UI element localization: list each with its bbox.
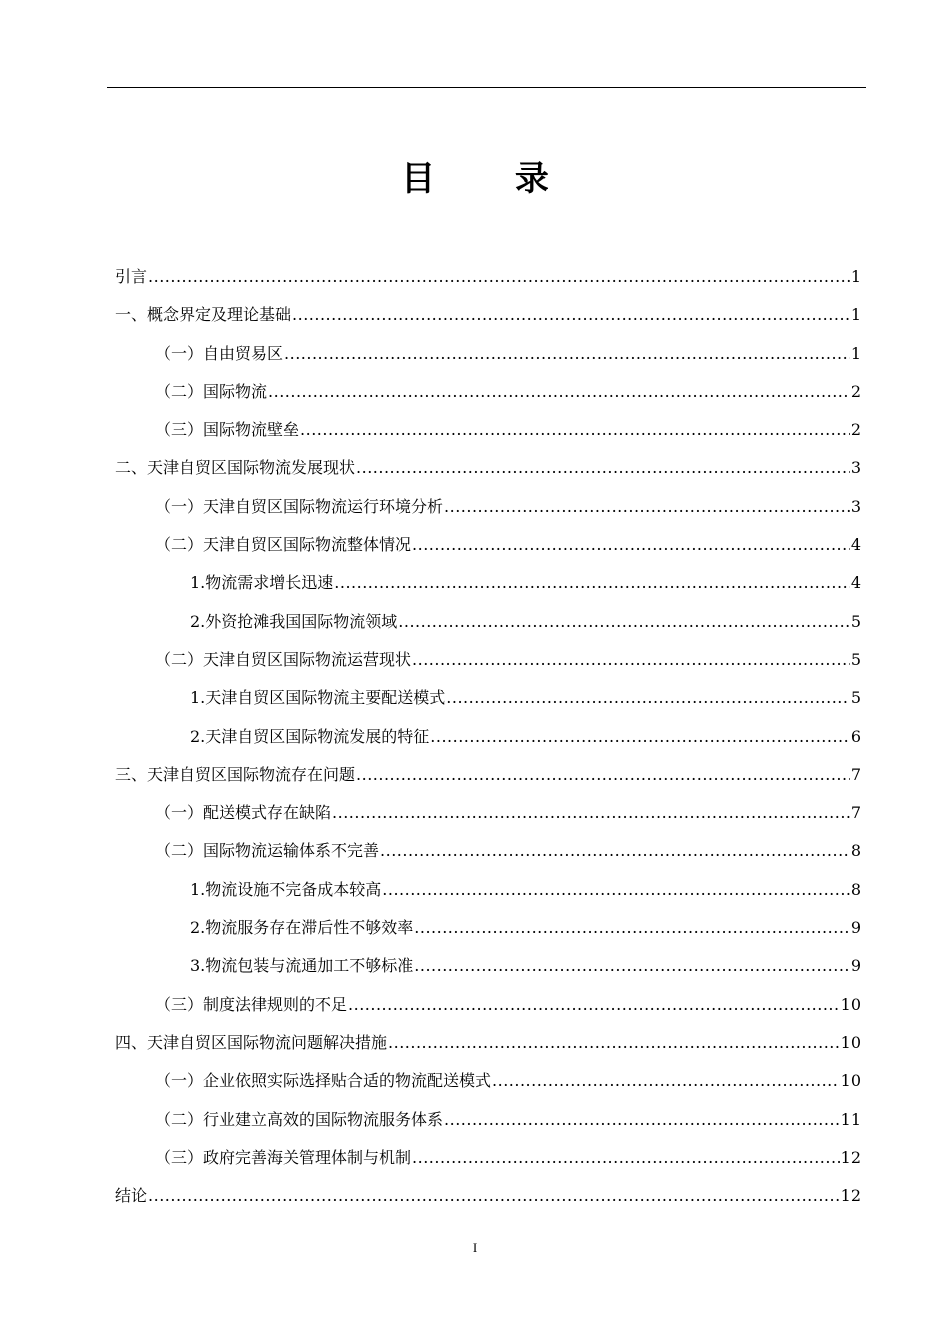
- toc-entry[interactable]: [115, 951, 861, 989]
- toc-entry-page-number: 11: [840, 1109, 861, 1129]
- toc-entry-title: 2.物流服务存在滞后性不够效率: [190, 918, 414, 938]
- dot-leader: [492, 1066, 840, 1096]
- toc-entry-page-number: 10: [840, 1032, 861, 1052]
- toc-entry[interactable]: [115, 607, 861, 645]
- dot-leader: [444, 1105, 840, 1135]
- toc-entry[interactable]: [115, 990, 861, 1028]
- dot-leader: [388, 1028, 840, 1058]
- toc-entry[interactable]: [115, 300, 861, 338]
- toc-entry-title: （一）自由贸易区: [155, 343, 284, 363]
- dot-leader: [356, 453, 850, 483]
- toc-entry-title: （二）天津自贸区国际物流整体情况: [155, 535, 412, 555]
- toc-entry-title: （一）配送模式存在缺陷: [155, 803, 332, 823]
- toc-entry-title: （三）国际物流壁垒: [155, 420, 300, 440]
- dot-leader: [284, 339, 850, 369]
- toc-entry-page-number: 10: [840, 1071, 861, 1091]
- toc-entry-page-number: 8: [850, 879, 861, 899]
- dot-leader: [444, 492, 850, 522]
- toc-entry-page-number: 3: [850, 458, 861, 478]
- toc-entry[interactable]: [115, 683, 861, 721]
- toc-entry[interactable]: [115, 1105, 861, 1143]
- toc-entry-title: （二）国际物流运输体系不完善: [155, 841, 380, 861]
- dot-leader: [412, 645, 850, 675]
- toc-entry-page-number: 7: [850, 764, 861, 784]
- toc-entry-title: 1.天津自贸区国际物流主要配送模式: [190, 688, 446, 708]
- toc-entry-page-number: 10: [840, 994, 861, 1014]
- dot-leader: [412, 530, 850, 560]
- dot-leader: [332, 798, 850, 828]
- toc-entry-title: 三、天津自贸区国际物流存在问题: [115, 764, 356, 784]
- toc-entry[interactable]: [115, 339, 861, 377]
- toc-entry-title: 2.天津自贸区国际物流发展的特征: [190, 726, 430, 746]
- toc-entry-title: 1.物流需求增长迅速: [190, 573, 334, 593]
- toc-entry-page-number: 4: [850, 573, 861, 593]
- toc-entry-page-number: 12: [840, 1186, 861, 1206]
- toc-entry-title: 一、概念界定及理论基础: [115, 305, 292, 325]
- dot-leader: [412, 1143, 840, 1173]
- toc-entry[interactable]: [115, 913, 861, 951]
- toc-entry[interactable]: [115, 530, 861, 568]
- toc-entry-title: 结论: [115, 1186, 148, 1206]
- toc-entry[interactable]: [115, 492, 861, 530]
- toc-entry-title: 2.外资抢滩我国国际物流领域: [190, 611, 398, 631]
- toc-entry-page-number: 1: [850, 343, 861, 363]
- toc-entry-page-number: 12: [840, 1147, 861, 1167]
- toc-entry-page-number: 5: [850, 611, 861, 631]
- toc-entry-page-number: 7: [850, 803, 861, 823]
- dot-leader: [148, 262, 850, 292]
- dot-leader: [382, 875, 850, 905]
- toc-entry-page-number: 9: [850, 956, 861, 976]
- toc-entry-page-number: 2: [850, 420, 861, 440]
- toc-entry[interactable]: [115, 377, 861, 415]
- dot-leader: [348, 990, 840, 1020]
- dot-leader: [414, 951, 850, 981]
- toc-entry-page-number: 1: [850, 305, 861, 325]
- dot-leader: [446, 683, 850, 713]
- dot-leader: [268, 377, 850, 407]
- toc-entry-title: （二）天津自贸区国际物流运营现状: [155, 649, 412, 669]
- toc-entry[interactable]: [115, 262, 861, 300]
- toc-entry[interactable]: [115, 760, 861, 798]
- dot-leader: [414, 913, 850, 943]
- toc-entry-page-number: 8: [850, 841, 861, 861]
- page-title: 目 录: [401, 159, 583, 199]
- toc-entry-page-number: 2: [850, 381, 861, 401]
- toc-entry-page-number: 6: [850, 726, 861, 746]
- dot-leader: [430, 722, 850, 752]
- toc-entry-page-number: 3: [850, 496, 861, 516]
- toc-entry-page-number: 5: [850, 649, 861, 669]
- toc-entry[interactable]: [115, 722, 861, 760]
- header-rule: [107, 87, 866, 88]
- toc-entry[interactable]: [115, 1181, 861, 1219]
- toc-entry-title: （二）国际物流: [155, 381, 268, 401]
- toc-entry-page-number: 5: [850, 688, 861, 708]
- toc-entry-title: （一）企业依照实际选择贴合适的物流配送模式: [155, 1071, 492, 1091]
- dot-leader: [398, 607, 850, 637]
- dot-leader: [334, 568, 850, 598]
- table-of-contents: [115, 262, 861, 1219]
- toc-entry-title: 引言: [115, 267, 148, 286]
- toc-entry[interactable]: [115, 1143, 861, 1181]
- toc-entry[interactable]: [115, 453, 861, 491]
- dot-leader: [148, 1181, 840, 1211]
- toc-entry-title: 二、天津自贸区国际物流发展现状: [115, 458, 356, 478]
- toc-entry[interactable]: [115, 798, 861, 836]
- toc-entry[interactable]: [115, 1066, 861, 1104]
- toc-entry-title: （二）行业建立高效的国际物流服务体系: [155, 1109, 444, 1129]
- dot-leader: [292, 300, 850, 330]
- toc-entry[interactable]: [115, 645, 861, 683]
- toc-entry[interactable]: [115, 836, 861, 874]
- toc-entry[interactable]: [115, 875, 861, 913]
- dot-leader: [356, 760, 850, 790]
- toc-entry[interactable]: [115, 1028, 861, 1066]
- toc-entry-title: （三）制度法律规则的不足: [155, 994, 348, 1014]
- toc-entry-title: （一）天津自贸区国际物流运行环境分析: [155, 496, 444, 516]
- toc-entry[interactable]: [115, 415, 861, 453]
- toc-entry-title: 四、天津自贸区国际物流问题解决措施: [115, 1032, 388, 1052]
- dot-leader: [380, 836, 850, 866]
- toc-entry-title: 1.物流设施不完备成本较高: [190, 879, 382, 899]
- toc-entry-page-number: 1: [850, 267, 861, 286]
- page-number: I: [472, 1240, 478, 1255]
- toc-entry-page-number: 4: [850, 535, 861, 555]
- toc-entry-title: （三）政府完善海关管理体制与机制: [155, 1147, 412, 1167]
- toc-entry-page-number: 9: [850, 918, 861, 938]
- toc-entry-title: 3.物流包装与流通加工不够标准: [190, 956, 414, 976]
- toc-entry[interactable]: [115, 568, 861, 606]
- dot-leader: [300, 415, 850, 445]
